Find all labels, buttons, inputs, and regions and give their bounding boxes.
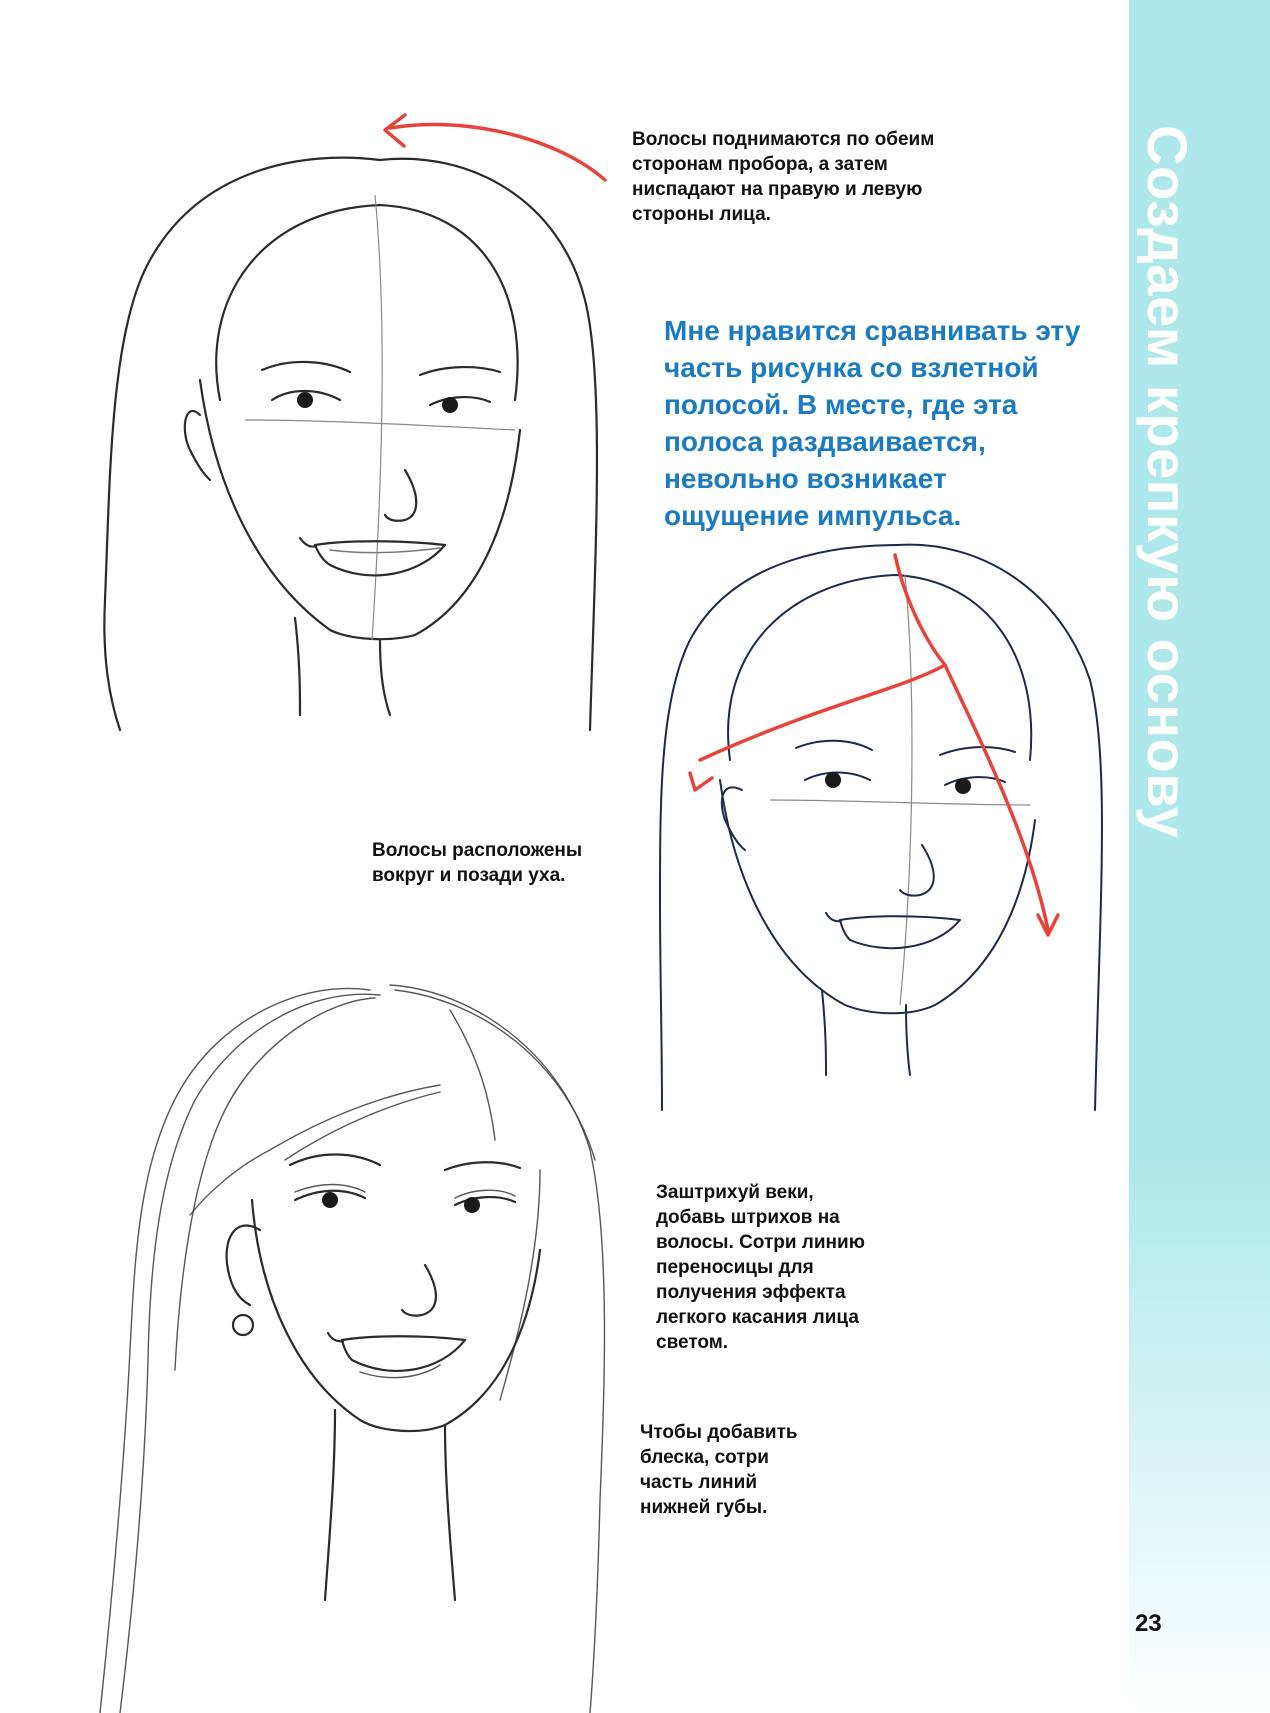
head-sketch-basic (104, 158, 597, 730)
caption-hair-parting: Волосы поднимаются по обеим сторонам пробора, а затем ниспадают на правую и левую стороны лица. (632, 129, 935, 225)
caption-lip-shine: Чтобы добавить блеска, сотри часть линий нижней губы. (640, 1422, 798, 1518)
caption-shading: Заштрихуй веки, добавь штрихов на волосы. Сотри линию переносицы для получения эффекта легкого касания лица светом. (656, 1182, 865, 1353)
head-sketch-parting (660, 545, 1102, 1110)
part-arrow (390, 125, 605, 180)
part-arrow-head (385, 115, 405, 146)
head-sketch-finished (100, 985, 604, 1713)
caption-hair-ear: Волосы расположены вокруг и позади уха. (372, 840, 583, 886)
runway-quote: Мне нравится сравнивать эту часть рисунка со взлетной полосой. В месте, где эта полоса раздваивается, невольно возникает ощущение импульса. (664, 315, 1081, 531)
runway-arrow-left (690, 773, 712, 790)
page-number: 23 (1135, 1610, 1162, 1637)
sidebar-title: Создаем крепкую основу (1136, 125, 1199, 839)
